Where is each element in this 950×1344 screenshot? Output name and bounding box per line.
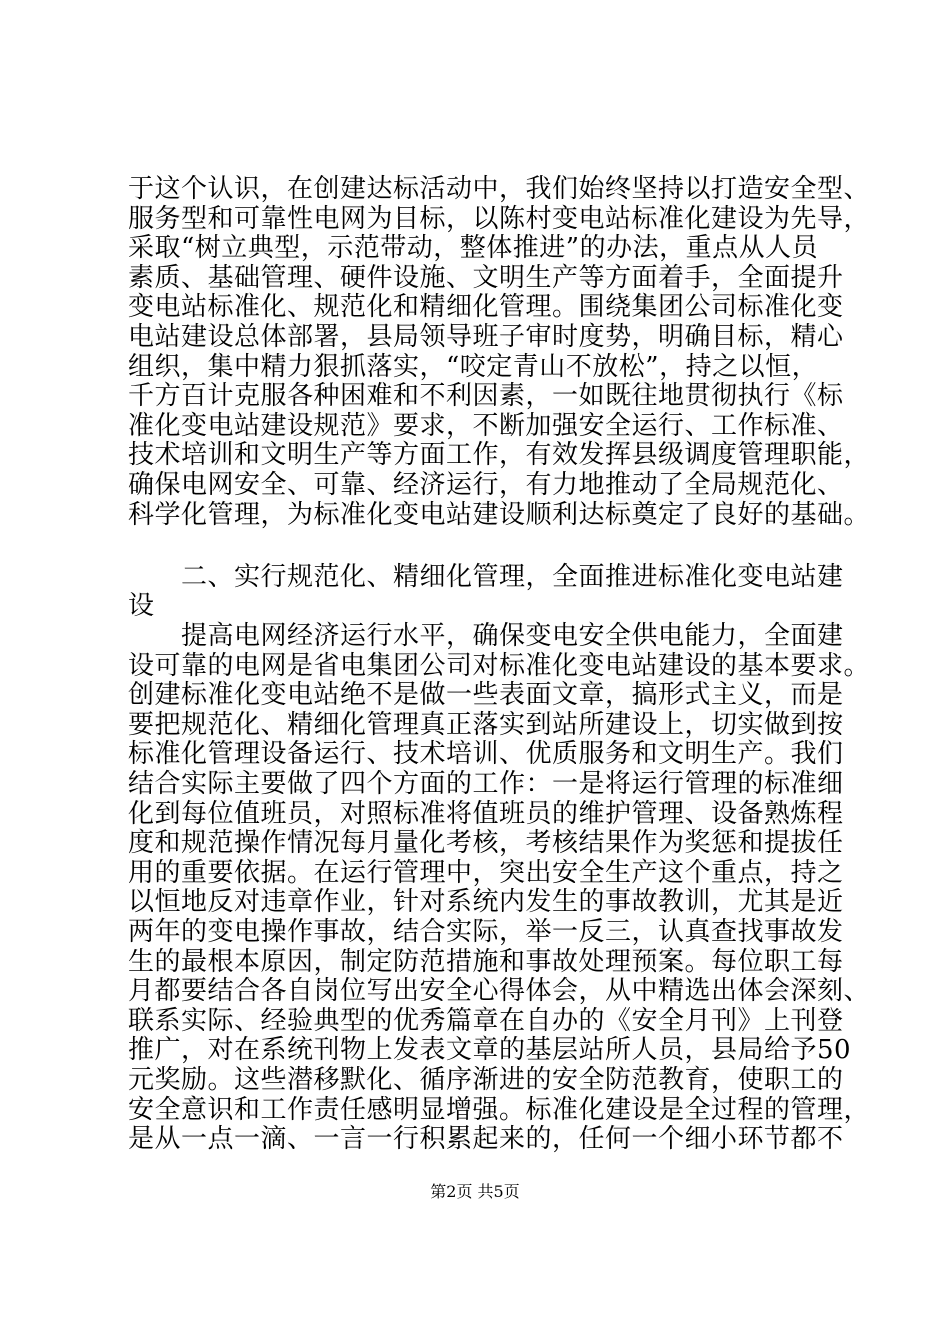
text-line: 创建标准化变电站绝不是做一些表面文章，搞形式主义，而是 bbox=[128, 680, 844, 710]
text-line: 设可靠的电网是省电集团公司对标准化变电站建设的基本要求。 bbox=[128, 651, 871, 681]
text-line: 化到每位值班员，对照标准将值班员的维护管理、设备熟炼程 bbox=[128, 799, 844, 829]
text-line: 于这个认识，在创建达标活动中，我们始终坚持以打造安全型、 bbox=[128, 174, 871, 204]
text-line: 元奖励。这些潜移默化、循序渐进的安全防范教育，使职工的 bbox=[128, 1065, 844, 1095]
text-line: 安全意识和工作责任感明显增强。标准化建设是全过程的管理， bbox=[128, 1095, 871, 1125]
text-line: 千方百计克服各种困难和不利因素，一如既往地贯彻执行《标 bbox=[128, 381, 844, 411]
text-line: 技术培训和文明生产等方面工作，有效发挥县级调度管理职能， bbox=[128, 440, 871, 470]
text-line: 提高电网经济运行水平，确保变电安全供电能力，全面建 bbox=[128, 621, 844, 651]
text-line: 科学化管理，为标准化变电站建设顺利达标奠定了良好的基础。 bbox=[128, 500, 871, 530]
text-line: 确保电网安全、可靠、经济运行，有力地推动了全局规范化、 bbox=[128, 470, 844, 500]
text-line: 素质、基础管理、硬件设施、文明生产等方面着手，全面提升 bbox=[128, 263, 844, 293]
page-number: 第2页 共5页 bbox=[430, 1182, 520, 1201]
text-line: 推广，对在系统刊物上发表文章的基层站所人员，县局给予50 bbox=[128, 1035, 852, 1065]
section-heading-continued: 设 bbox=[128, 591, 155, 621]
text-line: 变电站标准化、规范化和精细化管理。围绕集团公司标准化变 bbox=[128, 292, 844, 322]
section-heading: 二、实行规范化、精细化管理，全面推进标准化变电站建 bbox=[128, 562, 844, 592]
text-line: 生的最根本原因，制定防范措施和事故处理预案。每位职工每 bbox=[128, 947, 844, 977]
text-line: 度和规范操作情况每月量化考核，考核结果作为奖惩和提拔任 bbox=[128, 828, 844, 858]
text-line: 两年的变电操作事故，结合实际，举一反三，认真查找事故发 bbox=[128, 917, 844, 947]
text-line: 联系实际、经验典型的优秀篇章在自办的《安全月刊》上刊登 bbox=[128, 1006, 844, 1036]
text-line: 用的重要依据。在运行管理中，突出安全生产这个重点，持之 bbox=[128, 858, 844, 888]
text-line: 要把规范化、精细化管理真正落实到站所建设上，切实做到按 bbox=[128, 710, 844, 740]
text-line: 标准化管理设备运行、技术培训、优质服务和文明生产。我们 bbox=[128, 739, 844, 769]
text-line: 月都要结合各自岗位写出安全心得体会，从中精选出体会深刻、 bbox=[128, 976, 871, 1006]
text-line: 结合实际主要做了四个方面的工作：一是将运行管理的标准细 bbox=[128, 769, 844, 799]
text-line: 电站建设总体部署，县局领导班子审时度势，明确目标，精心 bbox=[128, 322, 844, 352]
text-line: 以恒地反对违章作业，针对系统内发生的事故教训，尤其是近 bbox=[128, 887, 844, 917]
text-line: 组织，集中精力狠抓落实，“咬定青山不放松”，持之以恒， bbox=[128, 352, 819, 382]
text-line: 是从一点一滴、一言一行积累起来的，任何一个细小环节都不 bbox=[128, 1124, 844, 1154]
text-line: 采取“树立典型，示范带动，整体推进”的办法，重点从人员 bbox=[128, 233, 819, 263]
text-line: 准化变电站建设规范》要求，不断加强安全运行、工作标准、 bbox=[128, 411, 844, 441]
text-line: 服务型和可靠性电网为目标，以陈村变电站标准化建设为先导， bbox=[128, 204, 871, 234]
